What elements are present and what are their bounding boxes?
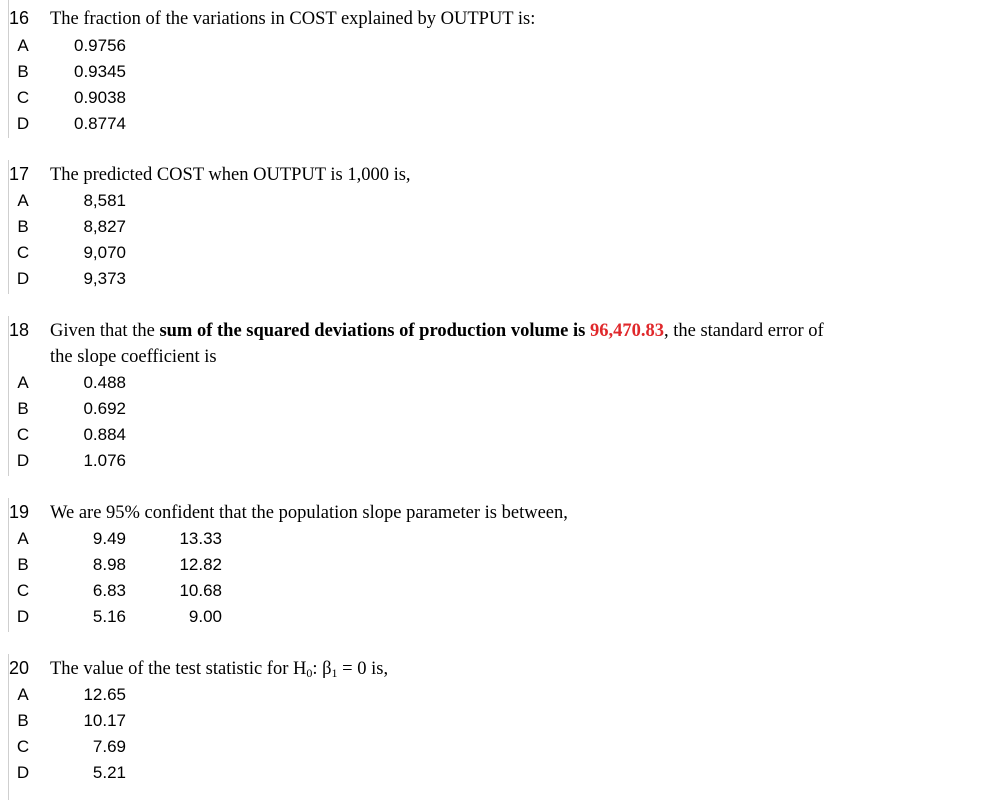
question-text — [50, 656, 388, 686]
option-value: 10.17 — [83, 711, 126, 730]
question-number: 19 — [9, 502, 30, 522]
option-value: 0.9345 — [74, 62, 126, 81]
option-letter: A — [17, 685, 29, 704]
option-letter: A — [17, 191, 29, 210]
option-value: 0.9756 — [74, 36, 126, 55]
option-high: 12.82 — [179, 555, 222, 574]
option-letter: D — [16, 269, 30, 288]
option-value: 0.9038 — [74, 88, 126, 107]
option-high: 9.00 — [188, 607, 222, 626]
option-value: 8,581 — [83, 191, 126, 210]
option-high: 10.68 — [179, 581, 222, 600]
question-number: 20 — [9, 658, 30, 678]
subscript-one: 1 — [331, 666, 338, 680]
option-letter: B — [17, 217, 29, 236]
question-text-post: = 0 is, — [337, 659, 389, 679]
option-letter: B — [17, 62, 29, 81]
option-high: 13.33 — [179, 529, 222, 548]
option-letter: B — [17, 555, 29, 574]
option-letter: B — [17, 711, 29, 730]
option-value: 0.8774 — [74, 114, 126, 133]
option-letter: D — [16, 114, 30, 133]
question-text-pre: Given that the — [50, 321, 160, 341]
question-text-pre: The value of the test statistic for H — [50, 659, 307, 679]
option-low: 5.16 — [92, 607, 126, 626]
option-letter: D — [16, 763, 30, 782]
question-text-line2: the slope coefficient is — [50, 347, 217, 367]
option-value: 9,373 — [83, 269, 126, 288]
option-value: 5.21 — [92, 763, 126, 782]
option-value: 12.65 — [83, 685, 126, 704]
question-number: 17 — [9, 164, 30, 184]
question-text-post: , the standard error of — [663, 321, 824, 341]
option-value: 9,070 — [83, 243, 126, 262]
option-letter: B — [17, 399, 29, 418]
option-letter: A — [17, 529, 29, 548]
option-letter: D — [16, 451, 30, 470]
question-text-bold: sum of the squared deviations of production volume is — [159, 321, 590, 341]
option-letter: A — [17, 373, 29, 392]
option-letter: C — [16, 581, 30, 600]
question-text: We are 95% confident that the population slope parameter is between, — [50, 503, 568, 523]
option-letter: A — [17, 36, 29, 55]
option-letter: C — [16, 243, 30, 262]
subscript-zero: 0 — [306, 666, 313, 680]
question-text-mid: : β — [312, 659, 332, 679]
highlighted-value: 96,470.83 — [589, 321, 664, 341]
option-low: 9.49 — [92, 529, 126, 548]
question-text: The fraction of the variations in COST explained by OUTPUT is: — [50, 9, 536, 29]
option-letter: D — [16, 607, 30, 626]
question-text — [50, 318, 824, 344]
question-text: The predicted COST when OUTPUT is 1,000 is, — [50, 165, 411, 185]
option-value: 7.69 — [92, 737, 126, 756]
question-number: 16 — [9, 8, 30, 28]
option-low: 6.83 — [92, 581, 126, 600]
option-value: 0.692 — [83, 399, 126, 418]
option-low: 8.98 — [92, 555, 126, 574]
option-value: 1.076 — [83, 451, 126, 470]
option-value: 0.884 — [83, 425, 126, 444]
option-value: 8,827 — [83, 217, 126, 236]
question-number: 18 — [9, 320, 30, 340]
option-value: 0.488 — [83, 373, 126, 392]
option-letter: C — [16, 425, 30, 444]
option-letter: C — [16, 737, 30, 756]
option-letter: C — [16, 88, 30, 107]
